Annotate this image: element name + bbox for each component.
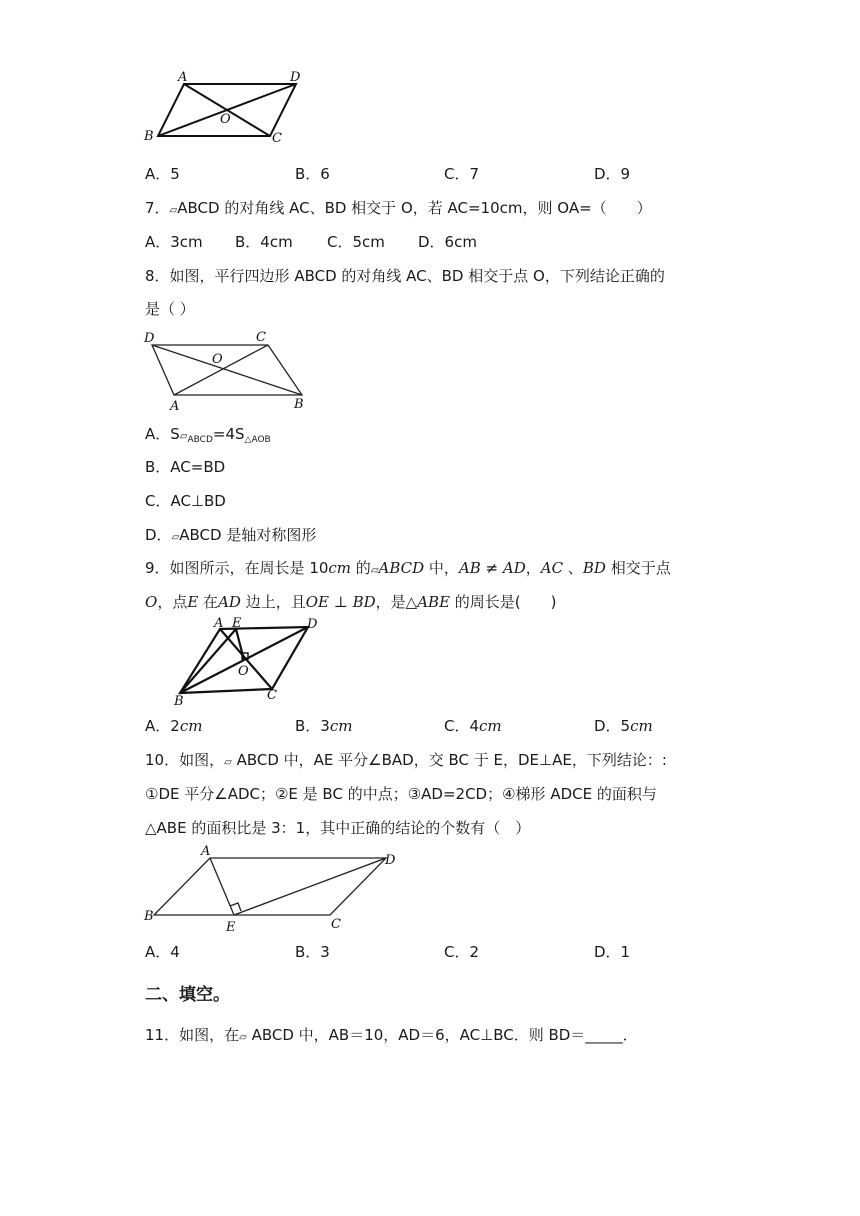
section-2-title: 二、填空。	[145, 985, 230, 1005]
label-c: C	[267, 688, 277, 703]
label-a: A	[178, 70, 188, 85]
q9-abcd: ABCD	[378, 559, 425, 577]
q10-line-1a: 如图，	[179, 751, 225, 769]
q8-number: 8．	[145, 267, 170, 285]
parallelogram-icon: ▱	[171, 532, 180, 543]
label-c: C	[331, 917, 341, 932]
q9-text-1: 如图所示，在周长是 10	[169, 559, 329, 577]
figure-q6-parallelogram	[140, 66, 320, 148]
q8-option-a-prefix: A．S	[145, 425, 180, 443]
parallelogram-icon: ▱	[370, 565, 379, 576]
figure-q8-parallelogram	[140, 326, 310, 412]
q8-option-d-text: ABCD 是轴对称图形	[179, 526, 317, 544]
label-b: B	[144, 129, 154, 144]
q9-text-9: 边上，且	[240, 593, 306, 611]
q8-line-1: 如图，平行四边形 ABCD 的对角线 AC、BD 相交于点 O，下列结论正确的	[169, 267, 665, 285]
q8-line-2: 是（ ）	[145, 300, 195, 318]
label-o: O	[212, 352, 223, 367]
q9-math-8: △ABE	[405, 593, 451, 611]
label-a: A	[170, 399, 180, 412]
parallelogram-icon: ▱	[169, 205, 178, 216]
q11-number: 11．	[145, 1026, 180, 1044]
label-c: C	[256, 330, 266, 345]
q9-math-7: OE ⊥ BD	[305, 593, 376, 611]
figure-q10-parallelogram	[140, 842, 402, 934]
question-11	[145, 1024, 638, 1045]
q9-text-8: 在	[198, 593, 219, 611]
q9-option-a-unit: cm	[179, 717, 203, 735]
q7-number: 7．	[145, 199, 170, 217]
label-o: O	[238, 664, 249, 679]
q10-line-3: △ABE 的面积比是 3：1，其中正确的结论的个数有（ ）	[145, 819, 531, 837]
q10-option-d: D．1	[594, 943, 631, 961]
q6-option-c: C．7	[444, 165, 480, 183]
q7-option-a: A．3cm	[145, 233, 203, 251]
q7-text: ABCD 的对角线 AC、BD 相交于 O，若 AC=10cm，则 OA=（ ）	[177, 199, 652, 217]
q11-text-a: 如图，在	[179, 1026, 240, 1044]
q8-option-d	[145, 524, 316, 545]
q10-line-1b: ABCD 中，AE 平分∠BAD，交 BC 于 E，DE⊥AE，下列结论：:	[231, 751, 667, 769]
q9-unit: cm	[328, 559, 352, 577]
q10-option-c: C．2	[444, 943, 480, 961]
label-b: B	[144, 909, 154, 924]
q10-option-a: A．4	[145, 943, 180, 961]
q10-line-2: ①DE 平分∠ADC；②E 是 BC 的中点；③AD=2CD；④梯形 ADCE 的面积与	[145, 785, 657, 803]
q9-option-c-unit: cm	[479, 717, 502, 735]
question-9-line-1	[145, 557, 671, 578]
q8-option-a	[145, 423, 271, 444]
q9-number: 9．	[145, 559, 170, 577]
q9-option-a	[145, 715, 202, 736]
q9-math-1: AB ≠ AD	[458, 559, 526, 577]
q9-option-c	[444, 715, 502, 736]
q9-text-4: ，	[525, 559, 541, 577]
q9-text-10: ，是	[375, 593, 406, 611]
q9-math-2: AC	[540, 559, 564, 577]
q9-option-a-value: A．2	[145, 717, 180, 735]
q9-math-5: E	[187, 593, 199, 611]
q8-option-a-sub-1: ABCD	[187, 435, 213, 445]
label-d: D	[307, 617, 318, 632]
label-d: D	[385, 853, 396, 868]
question-10-line-1	[145, 749, 667, 770]
parallelogram-icon: ▱	[224, 757, 232, 768]
figure-q9-parallelogram	[168, 615, 326, 707]
q7-option-b: B．4cm	[235, 233, 293, 251]
q6-option-a: A．5	[145, 165, 180, 183]
q9-option-c-value: C．4	[444, 717, 480, 735]
q9-text-3: 中，	[424, 559, 459, 577]
q10-option-b: B．3	[295, 943, 330, 961]
parallelogram-icon: ▱	[239, 1032, 247, 1043]
label-a: A	[201, 844, 211, 859]
q9-option-b-value: B．3	[295, 717, 330, 735]
q9-math-3: BD	[582, 559, 606, 577]
q8-option-a-sub-2: △AOB	[244, 435, 271, 445]
parallelogram-icon: ▱	[179, 431, 188, 442]
label-b: B	[174, 694, 184, 707]
q9-option-d-unit: cm	[630, 717, 653, 735]
q9-option-b-unit: cm	[329, 717, 353, 735]
q9-option-d-value: D．5	[594, 717, 631, 735]
label-o: O	[220, 112, 231, 127]
label-d: D	[290, 70, 301, 85]
q8-option-b: B．AC=BD	[145, 458, 226, 476]
q9-text-7: ，点	[157, 593, 188, 611]
question-7	[145, 197, 652, 218]
q7-option-c: C．5cm	[327, 233, 385, 251]
q9-option-b	[295, 715, 352, 736]
q6-option-d: D．9	[594, 165, 631, 183]
label-e: E	[232, 616, 242, 631]
q9-text-2: 的	[351, 559, 371, 577]
q11-text-b: ABCD 中，AB＝10，AD＝6，AC⊥BC．则 BD＝_____．	[246, 1026, 638, 1044]
q9-text-6: 相交于点	[605, 559, 671, 577]
q6-option-b: B．6	[295, 165, 330, 183]
label-e: E	[226, 920, 236, 934]
q10-number: 10．	[145, 751, 180, 769]
q9-option-d	[594, 715, 653, 736]
q9-math-6: AD	[218, 593, 241, 611]
q9-text-5: 、	[563, 559, 583, 577]
label-a: A	[214, 616, 224, 631]
q9-math-4: O	[145, 593, 158, 611]
q7-option-d: D．6cm	[418, 233, 477, 251]
question-8-line-1	[145, 265, 665, 286]
q8-option-a-mid: =4S	[212, 425, 245, 443]
label-b: B	[294, 397, 304, 412]
label-c: C	[272, 131, 282, 146]
q9-text-11: 的周长是( )	[450, 593, 557, 611]
q8-option-c: C．AC⊥BD	[145, 492, 226, 510]
q8-option-d-prefix: D．	[145, 526, 172, 544]
label-d: D	[144, 331, 155, 346]
question-9-line-2	[145, 591, 557, 612]
